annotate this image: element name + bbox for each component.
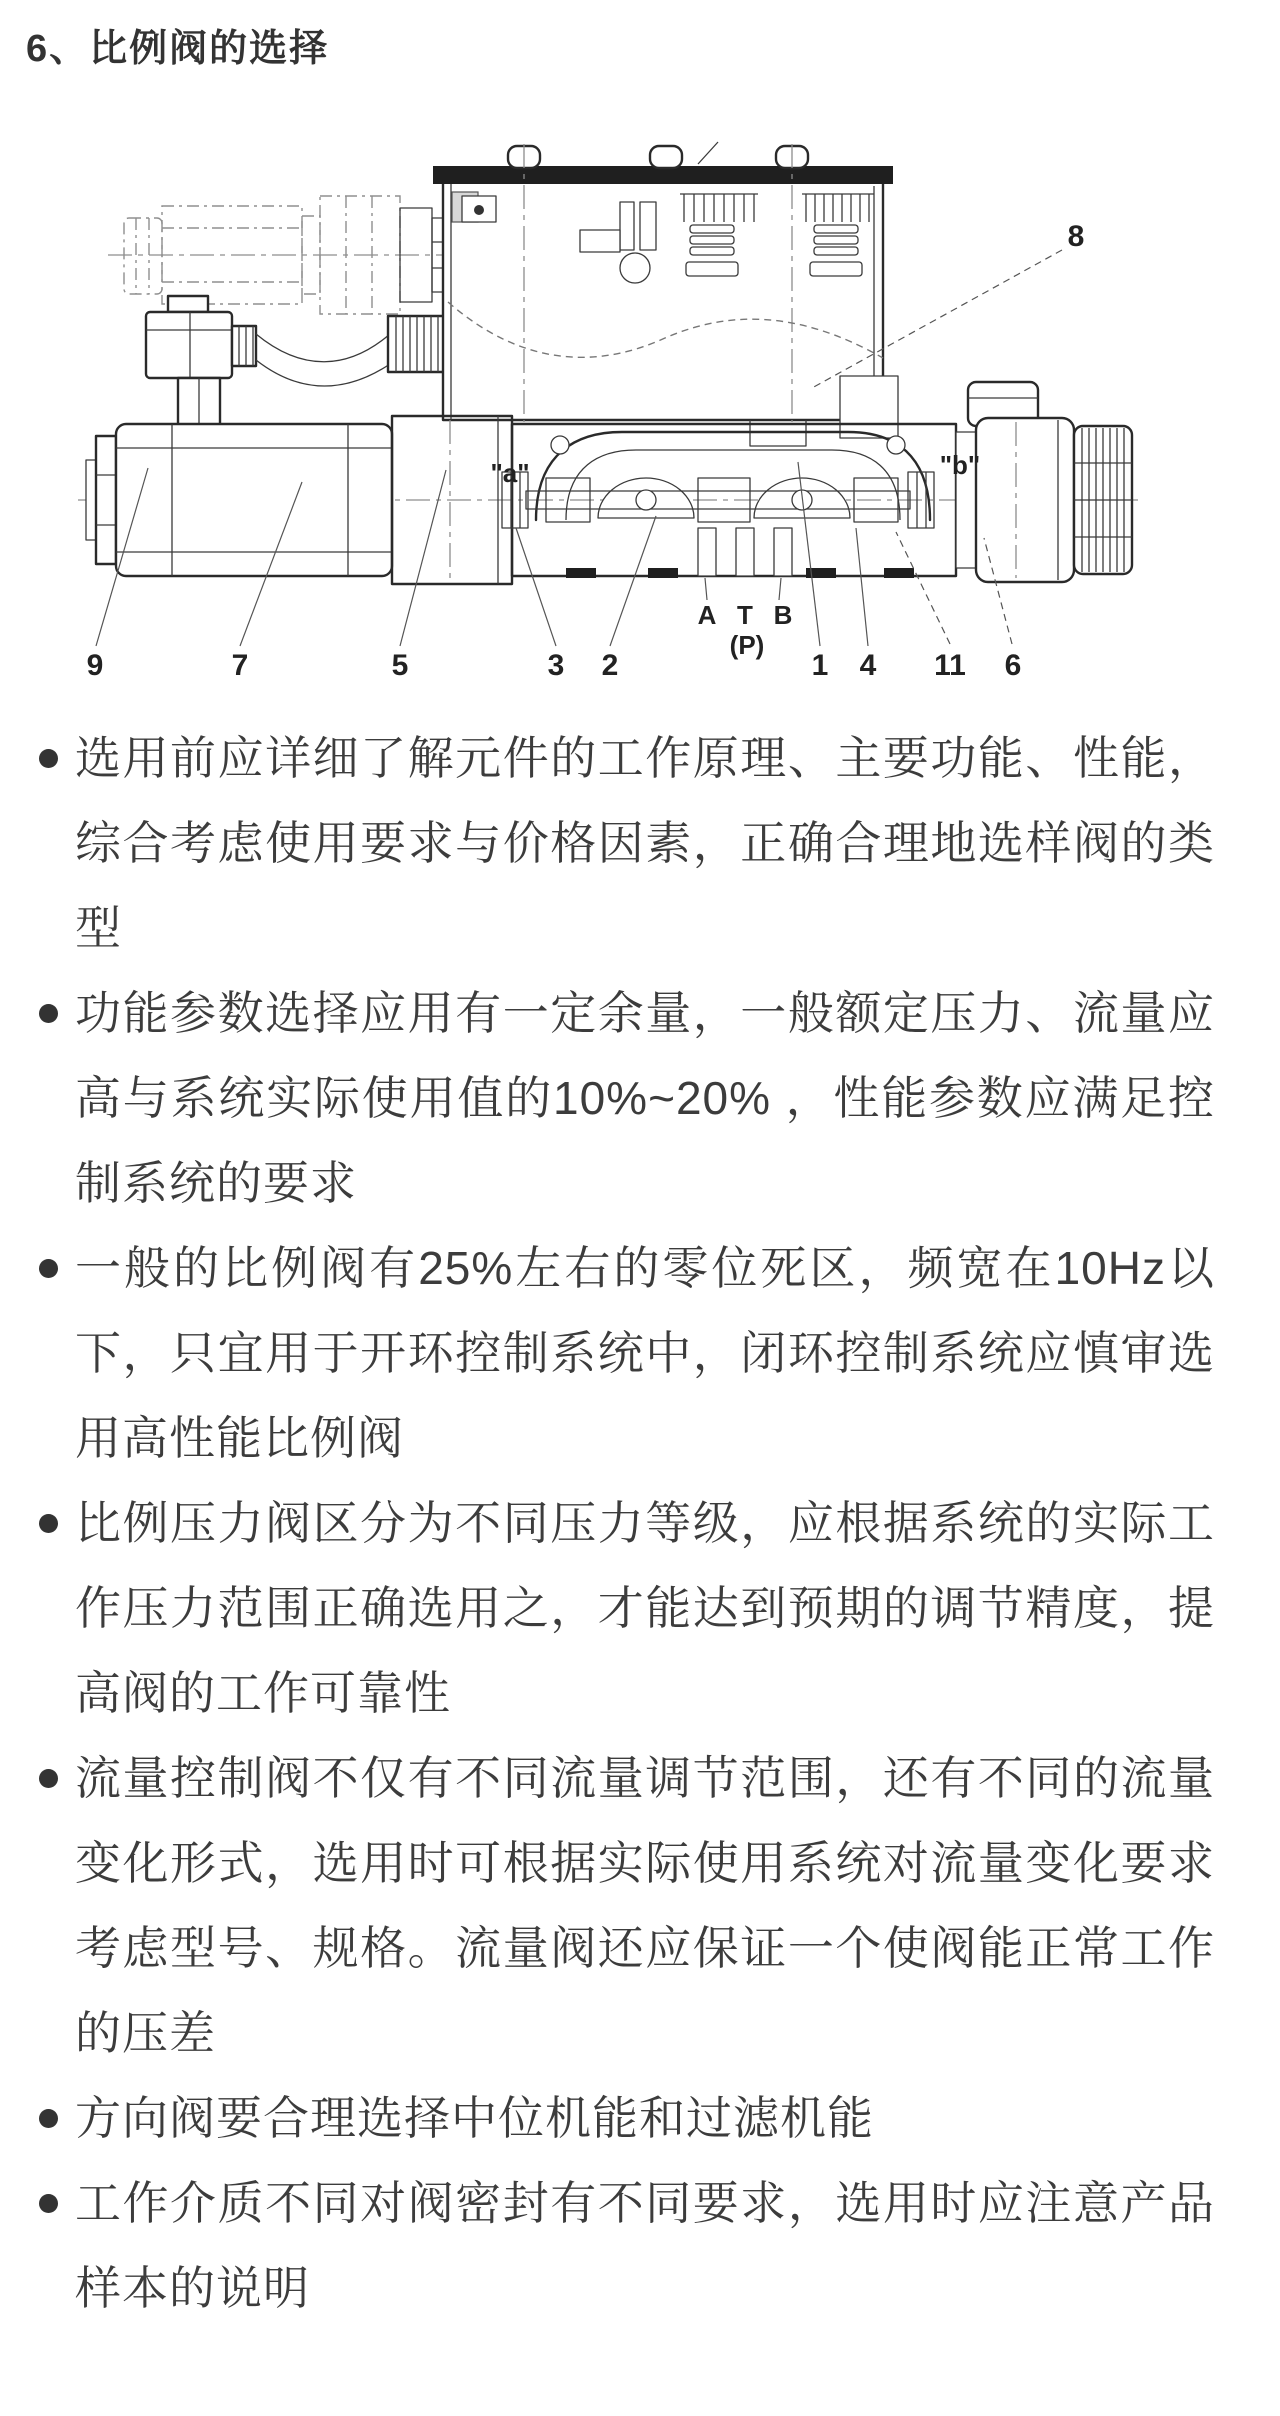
- port-channel-t: [736, 528, 754, 576]
- callout-9: 9: [86, 649, 104, 682]
- left-end-cap: [96, 436, 116, 564]
- cover-screw: [650, 146, 682, 168]
- bullet-dot: [39, 1769, 58, 1788]
- bullet-text: 选用前应详细了解元件的工作原理、主要功能、性能，综合考虑使用要求与价格因素，正确合理地选样阀的类型: [75, 732, 1215, 954]
- list-item: [37, 1736, 1215, 2076]
- right-solenoid-body: [976, 418, 1074, 582]
- port-label-t: T: [737, 600, 753, 630]
- selection-guidelines-list: [37, 716, 1280, 2331]
- callout-5: 5: [391, 649, 409, 682]
- din-connector: [146, 296, 390, 426]
- cable-wire: [256, 360, 390, 386]
- bullet-text: 工作介质不同对阀密封有不同要求，选用时应注意产品样本的说明: [75, 2177, 1215, 2314]
- port-label-b: B: [773, 600, 793, 630]
- chamber-label-b: "b": [939, 450, 981, 480]
- list-item: [37, 1226, 1215, 1481]
- callout-6: 6: [1004, 649, 1022, 682]
- electronics-housing: [433, 142, 898, 446]
- bullet-text: 方向阀要合理选择中位机能和过滤机能: [75, 2092, 874, 2144]
- list-item: [37, 971, 1215, 1226]
- chamber-label-a: "a": [490, 458, 530, 488]
- bullet-dot: [39, 749, 58, 768]
- bullet-dot: [39, 1514, 58, 1533]
- list-item: [37, 716, 1215, 971]
- callout-7: 7: [231, 649, 249, 682]
- manual-override-cap: [1074, 426, 1132, 574]
- left-solenoid-tube: [116, 424, 392, 576]
- list-item: [37, 1481, 1215, 1736]
- bullet-dot: [39, 2109, 58, 2128]
- list-item: [37, 2076, 1215, 2161]
- bullet-text: 比例压力阀区分为不同压力等级，应根据系统的实际工作压力范围正确选用之，才能达到预期的调节精度，提高阀的工作可靠性: [75, 1497, 1215, 1719]
- bullet-dot: [39, 1259, 58, 1278]
- valve-diagram: [50, 130, 1230, 712]
- bullet-text: 功能参数选择应用有一定余量，一般额定压力、流量应高与系统实际使用值的10%~20% ，性能参数应满足控制系统的要求: [75, 987, 1215, 1209]
- bullet-text: 一般的比例阀有25%左右的零位死区，频宽在10Hz以下，只宜用于开环控制系统中，闭环控制系统应慎审选用高性能比例阀: [75, 1242, 1215, 1464]
- bullet-dot: [39, 2194, 58, 2213]
- bullet-text: 流量控制阀不仅有不同流量调节范围，还有不同的流量变化形式，选用时可根据实际使用系统对流量变化要求考虑型号、规格。流量阀还应保证一个使阀能正常工作的压差: [75, 1752, 1215, 2059]
- callout-4: 4: [859, 649, 877, 682]
- port-label-a: A: [697, 600, 717, 630]
- callout-11: 11: [934, 649, 966, 682]
- cable-wire: [256, 334, 390, 362]
- callout-1: 1: [811, 649, 829, 682]
- callout-2: 2: [601, 649, 619, 682]
- valve-cross-section-svg: [50, 130, 1230, 712]
- port-channel-a: [698, 528, 716, 576]
- port-label-p: (P): [729, 630, 765, 660]
- port-channel-b: [774, 528, 792, 576]
- cable-gland: [388, 316, 446, 372]
- bullet-dot: [39, 1004, 58, 1023]
- callout-3: 3: [547, 649, 565, 682]
- section-heading: 6、比例阀的选择: [26, 28, 330, 70]
- callout-8: 8: [1067, 220, 1085, 253]
- list-item: [37, 2161, 1215, 2331]
